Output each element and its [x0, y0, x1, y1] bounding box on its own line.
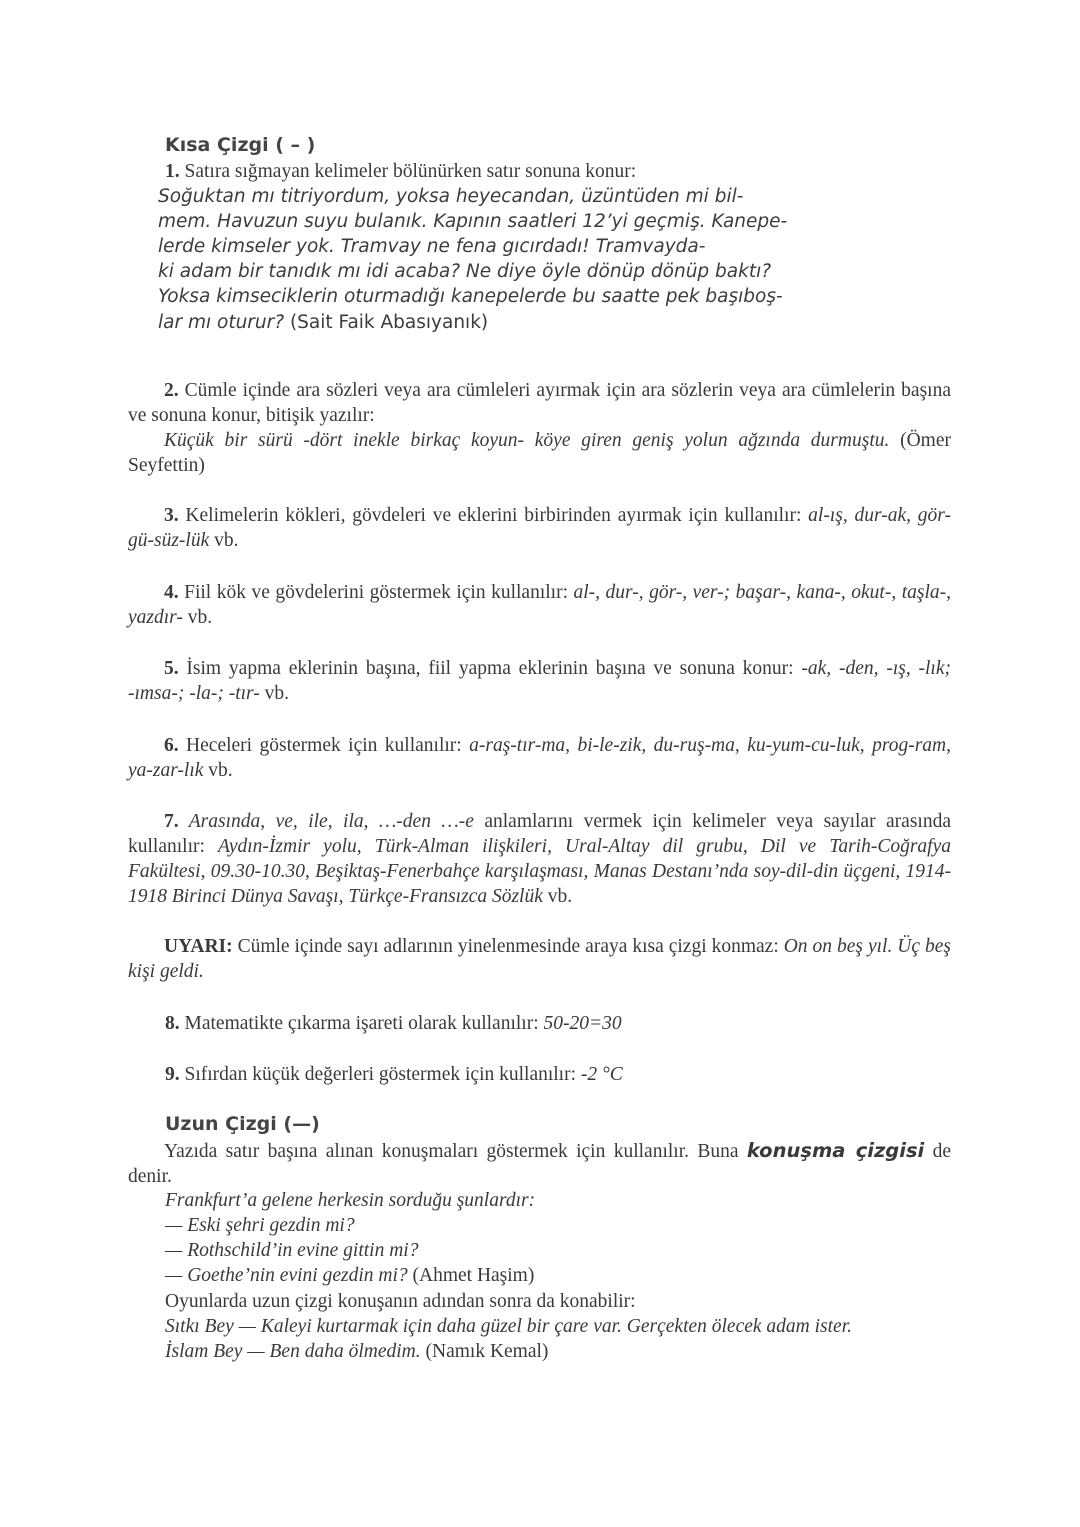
- warning-note: [128, 934, 951, 984]
- play-line: Sıtkı Bey — Kaleyi kurtarmak için daha güzel bir çare var. Gerçekten ölecek adam ister.: [165, 1316, 853, 1337]
- item-3-end: vb.: [209, 530, 239, 551]
- item-7-text: anlamlarını vermek için kelimeler veya sayılar arasında kullanılır:: [128, 811, 951, 857]
- quote-line: Soğuktan mı titriyordum, yoksa heyecandan, üzüntüden mi bil-: [158, 186, 744, 207]
- warning-text: Cümle içinde sayı adlarının yinelenmesinde araya kısa çizgi konmaz:: [232, 936, 784, 957]
- item-3-text: Kelimelerin kökleri, gövdeleri ve eklerini birbirinden ayırmak için kullanılır:: [178, 505, 809, 526]
- item-9: [165, 1062, 623, 1087]
- item-9-example: -2 °C: [580, 1064, 623, 1085]
- item-2-text: Cümle içinde ara sözleri veya ara cümleleri ayırmak için ara sözlerin veya ara cümlelerin başına ve sonuna konur, bitişik yazılır:: [128, 380, 951, 426]
- dialogue-line: — Rothschild’in evine gittin mi?: [165, 1240, 419, 1261]
- quote-line: lerde kimseler yok. Tramvay ne fena gıcırdadı! Tramvayda-: [158, 236, 706, 257]
- quote-line: ki adam bir tanıdık mı idi acaba? Ne diye öyle dönüp dönüp baktı?: [158, 261, 772, 282]
- item-7-end: vb.: [542, 886, 573, 907]
- item-6-number: 6.: [164, 735, 179, 756]
- item-3-examples: al-ış, dur-ak, gör-gü-süz-lük: [128, 505, 951, 551]
- warning-examples: On on beş yıl. Üç beş kişi geldi.: [128, 936, 951, 982]
- item-8-number: 8.: [165, 1013, 180, 1034]
- item-6-examples: a-raş-tır-ma, bi-le-zik, du-ruş-ma, ku-yum-cu-luk, prog-ram, ya-zar-lık: [128, 735, 951, 781]
- item-5-text: İsim yapma eklerinin başına, fiil yapma eklerinin başına ve sonuna konur:: [178, 658, 802, 679]
- item-9-number: 9.: [165, 1064, 180, 1085]
- item-5: [128, 656, 951, 706]
- item-4-end: vb.: [182, 607, 213, 628]
- play-author: (Namık Kemal): [420, 1341, 549, 1362]
- item-8-example: 50-20=30: [543, 1013, 622, 1034]
- quote-line: Yoksa kimseciklerin oturmadığı kanepelerde bu saatte pek başıboş-: [158, 286, 783, 307]
- item-1-text: Satıra sığmayan kelimeler bölünürken satır sonuna konur:: [179, 161, 637, 182]
- item-1-number: 1.: [165, 161, 180, 182]
- quote-last-italic: lar mı oturur?: [158, 312, 285, 333]
- item-4-text: Fiil kök ve gövdelerini göstermek için kullanılır:: [178, 582, 574, 603]
- item-3: [128, 503, 951, 553]
- section-title-short-dash: Kısa Çizgi ( – ): [165, 134, 316, 156]
- item-4: [128, 580, 951, 630]
- item-5-examples: -ak, -den, -ış, -lık; -ımsa-; -la-; -tır-: [128, 658, 951, 704]
- item-6-text: Heceleri göstermek için kullanılır:: [178, 735, 470, 756]
- item-2: [128, 378, 951, 478]
- item-3-number: 3.: [164, 505, 179, 526]
- quote-last-line: [158, 310, 488, 335]
- play-line: İslam Bey — Ben daha ölmedim. (Namık Kemal): [165, 1341, 549, 1362]
- item-2-number: 2.: [164, 380, 179, 401]
- item-6-end: vb.: [203, 760, 233, 781]
- dialogue-line: — Goethe’nin evini gezdin mi? (Ahmet Haşim): [165, 1265, 535, 1286]
- long-dash-keyword: konuşma çizgisi: [746, 1139, 925, 1162]
- item-1: [165, 159, 636, 184]
- item-5-number: 5.: [164, 658, 179, 679]
- item-7-examples: Aydın-İzmir yolu, Türk-Alman ilişkileri, Ural-Altay dil grubu, Dil ve Tarih-Coğrafya Fakültesi, 09.30-10.30, Beşiktaş-Fenerbahçe karşılaşması, Manas Destanı’nda soy-dil-din üçgeni, 1914-1918 Birinci Dünya Savaşı, Türkçe-Fransızca Sözlük: [128, 836, 952, 907]
- quote-line: mem. Havuzun suyu bulanık. Kapının saatleri 12’yi geçmiş. Kanepe-: [158, 211, 788, 232]
- item-8: [165, 1011, 622, 1036]
- item-2-example: Küçük bir sürü -dört inekle birkaç koyun- köye giren geniş yolun ağzında durmuştu.: [164, 430, 890, 451]
- long-dash-intro: [128, 1138, 951, 1189]
- long-dash-intro-end: de denir.: [128, 1141, 952, 1187]
- dialogue-author: (Ahmet Haşim): [407, 1265, 535, 1286]
- quote-author: (Sait Faik Abasıyanık): [284, 312, 489, 333]
- item-7-number: 7.: [164, 811, 179, 832]
- item-4-examples: al-, dur-, gör-, ver-; başar-, kana-, okut-, taşla-, yazdır-: [128, 582, 951, 628]
- dialogue-line: — Eski şehri gezdin mi?: [165, 1215, 355, 1236]
- item-6: [128, 733, 951, 783]
- example-intro: Frankfurt’a gelene herkesin sorduğu şunlardır:: [165, 1190, 536, 1211]
- item-9-text: Sıfırdan küçük değerleri göstermek için kullanılır:: [179, 1064, 581, 1085]
- item-7-italic: Arasında, ve, ile, ila, …-den …-e: [178, 811, 474, 832]
- item-5-end: vb.: [259, 683, 289, 704]
- warning-label: UYARI:: [164, 936, 233, 957]
- item-8-text: Matematikte çıkarma işareti olarak kullanılır:: [179, 1013, 544, 1034]
- item-4-number: 4.: [164, 582, 179, 603]
- item-7: [128, 809, 951, 909]
- section-title-long-dash: Uzun Çizgi (—): [165, 1113, 320, 1135]
- long-dash-intro-text: Yazıda satır başına alınan konuşmaları göstermek için kullanılır. Buna: [164, 1141, 747, 1162]
- play-text: Oyunlarda uzun çizgi konuşanın adından sonra da konabilir:: [165, 1291, 636, 1312]
- item-2-author: (Ömer Seyfettin): [128, 430, 951, 476]
